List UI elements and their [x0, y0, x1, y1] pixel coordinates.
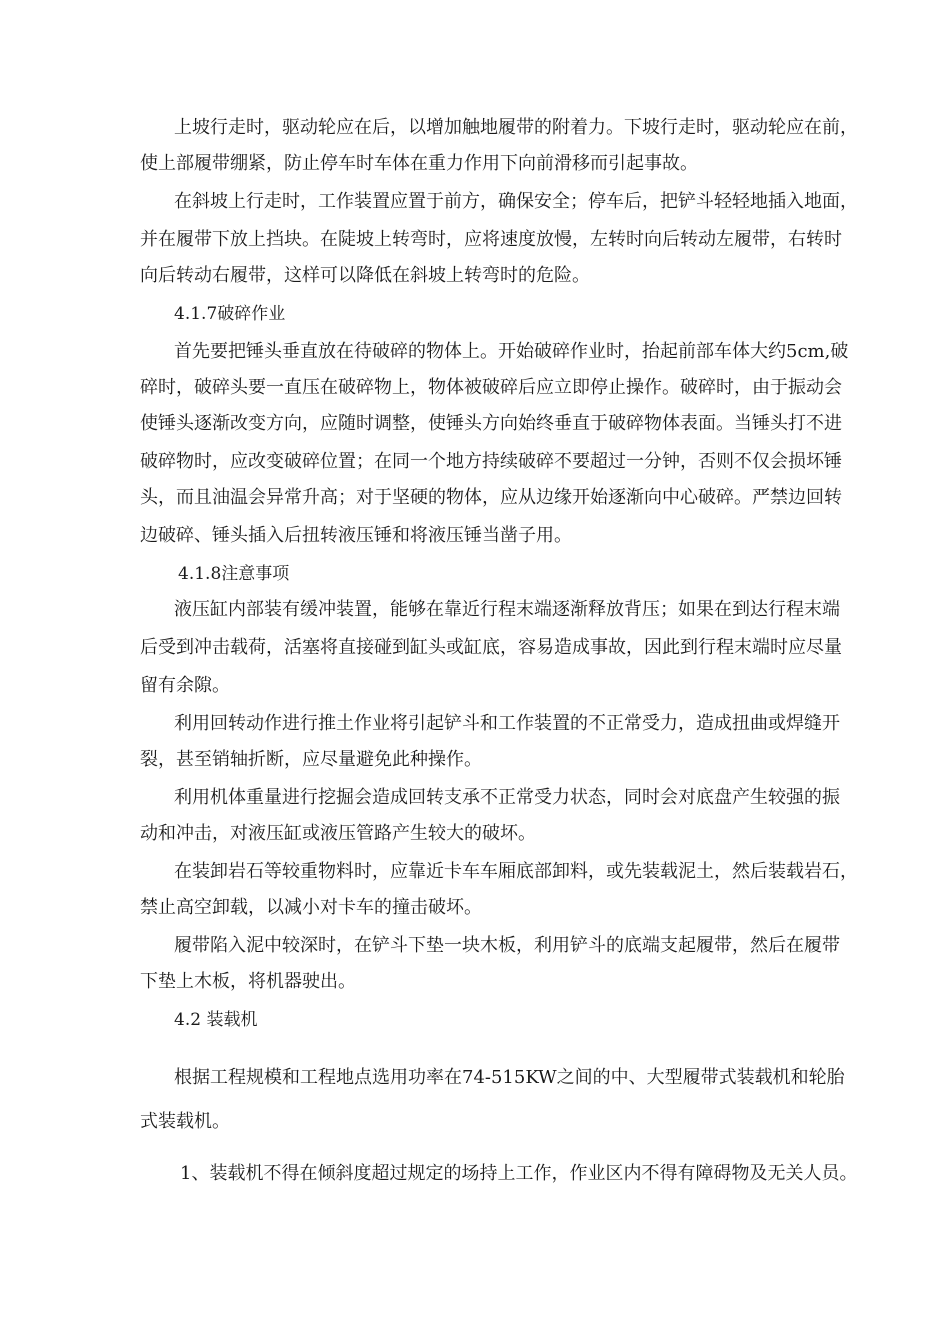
text-line: 在装卸岩石等较重物料时，应靠近卡车车厢底部卸料，或先装载泥土，然后装载岩石， — [174, 861, 858, 882]
text-line: 向后转动右履带，这样可以降低在斜坡上转弯时的危险。 — [140, 265, 590, 286]
text-line: 利用回转动作进行推土作业将引起铲斗和工作装置的不正常受力，造成扭曲或焊缝开 — [174, 713, 840, 734]
text-line: 边破碎、锤头插入后扭转液压锤和将液压锤当凿子用。 — [140, 525, 572, 546]
text-line: 头，而且油温会异常升高；对于坚硬的物体，应从边缘开始逐渐向中心破碎。严禁边回转 — [140, 487, 842, 508]
text-line: 使上部履带绷紧，防止停车时车体在重力作用下向前滑移而引起事故。 — [140, 153, 698, 174]
text-line: 破碎物时，应改变破碎位置；在同一个地方持续破碎不要超过一分钟，否则不仅会损坏锤 — [140, 451, 842, 472]
text-line: 上坡行走时，驱动轮应在后，以增加触地履带的附着力。下坡行走时，驱动轮应在前， — [174, 117, 858, 138]
text-line: 裂，甚至销轴折断，应尽量避免此种操作。 — [140, 749, 482, 770]
text-line: 液压缸内部装有缓冲装置，能够在靠近行程末端逐渐释放背压；如果在到达行程末端 — [174, 599, 840, 620]
text-line: 禁止高空卸载，以减小对卡车的撞击破坏。 — [140, 897, 482, 918]
text-line: 首先要把锤头垂直放在待破碎的物体上。开始破碎作业时，抬起前部车体大约5cm,破 — [174, 341, 849, 362]
section-heading-4-1-7: 4.1.7破碎作业 — [174, 304, 286, 324]
text-line: 并在履带下放上挡块。在陡坡上转弯时，应将速度放慢，左转时向后转动左履带，右转时 — [140, 229, 842, 250]
text-line: 下垫上木板，将机器驶出。 — [140, 971, 356, 992]
section-heading-4-1-8: 4.1.8注意事项 — [178, 564, 290, 584]
text-line: 后受到冲击载荷，活塞将直接碰到缸头或缸底，容易造成事故，因此到行程末端时应尽量 — [140, 637, 842, 658]
text-line: 动和冲击，对液压缸或液压管路产生较大的破坏。 — [140, 823, 536, 844]
section-heading-4-2: 4.2 装载机 — [174, 1010, 258, 1030]
text-line: 使锤头逐渐改变方向，应随时调整，使锤头方向始终垂直于破碎物体表面。当锤头打不进 — [140, 413, 842, 434]
text-line: 利用机体重量进行挖掘会造成回转支承不正常受力状态，同时会对底盘产生较强的振 — [174, 787, 840, 808]
text-line: 根据工程规模和工程地点选用功率在74-515KW之间的中、大型履带式装载机和轮胎 — [174, 1067, 845, 1088]
text-line: 留有余隙。 — [140, 675, 230, 696]
text-line: 式装载机。 — [140, 1111, 230, 1132]
text-line: 在斜坡上行走时，工作装置应置于前方，确保安全；停车后，把铲斗轻轻地插入地面， — [174, 191, 858, 212]
text-line: 碎时，破碎头要一直压在破碎物上，物体被破碎后应立即停止操作。破碎时，由于振动会 — [140, 377, 842, 398]
text-line: 履带陷入泥中较深时，在铲斗下垫一块木板，利用铲斗的底端支起履带，然后在履带 — [174, 935, 840, 956]
text-line: 1、装载机不得在倾斜度超过规定的场持上工作，作业区内不得有障碍物及无关人员。 — [180, 1163, 858, 1184]
